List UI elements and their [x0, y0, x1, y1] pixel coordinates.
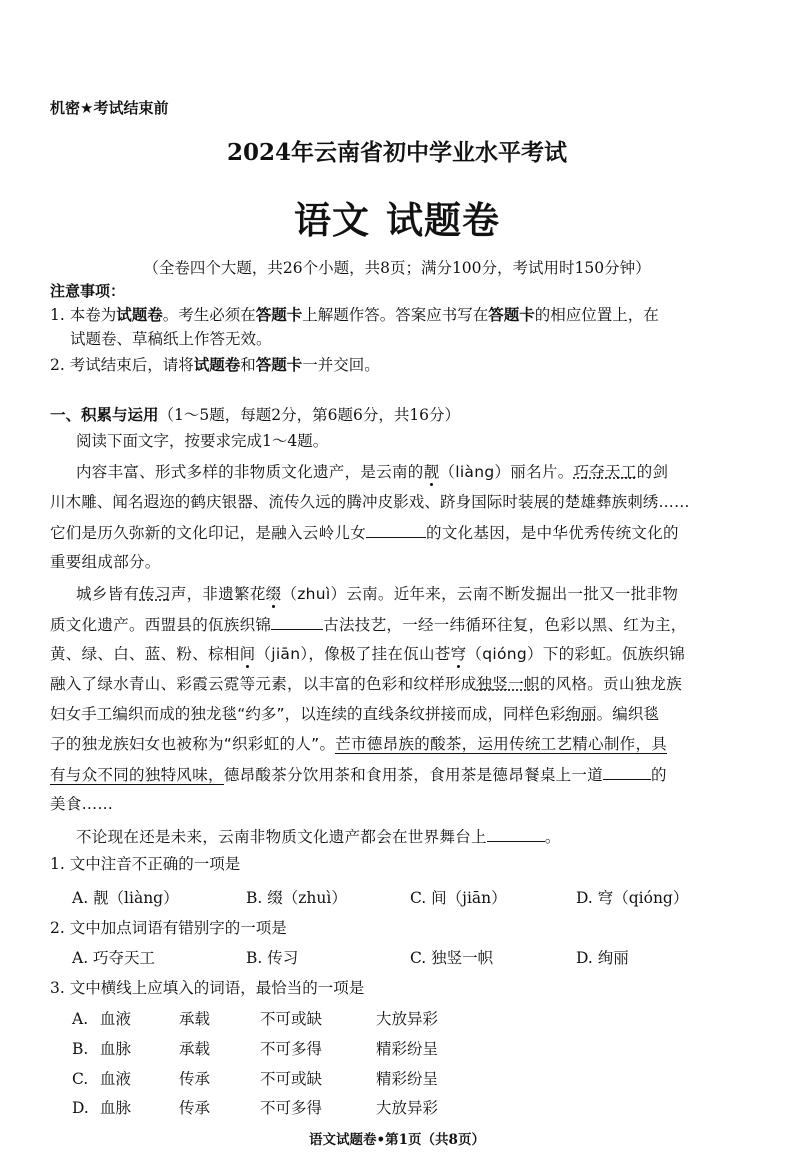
passage-p2-line1: 城乡皆有传习声，非遗繁花缀（zhuì）云南。近年来，云南不断发掘出一批又一批非物: [76, 585, 679, 603]
passage-p1-line3: 它们是历久弥新的文化印记，是融入云岭儿女 的文化基因，是中华优秀传统文化的: [50, 521, 760, 544]
dotted-word-3: 独竖一帜: [476, 675, 540, 693]
paper-title: [0, 190, 794, 244]
exam-title: 2024年云南省初中学业水平考试: [226, 139, 567, 166]
passage-p2-line7: 有与众不同的独特风味，德昂酸茶分饮用茶和食用茶，食用茶是德昂餐桌上一道 的: [50, 763, 760, 786]
q1-option-b[interactable]: B. 缀（zhuì）: [246, 889, 347, 907]
section-1-heading: 一、积累与运用（1～5题，每题2分，第6题6分，共16分）: [50, 405, 461, 424]
blank-2: [271, 613, 323, 630]
passage-p1-line4: 重要组成部分。: [50, 553, 161, 571]
exam-info: （全卷四个大题，共26个小题，共8页；满分100分，考试用时150分钟）: [143, 259, 651, 277]
notice-item-1: 1. 本卷为试题卷。考生必须在答题卡上解题作答。答案应书写在答题卡的相应位置上，在: [50, 305, 659, 324]
passage-p2-line5: 妇女手工编织而成的独龙毯“约多”，以连续的直线条纹拼接而成，同样色彩绚丽。编织毯: [50, 705, 660, 723]
q2-option-d[interactable]: D. 绚丽: [576, 949, 629, 967]
blank-1: [366, 521, 426, 538]
passage-p2-line4: 融入了绿水青山、彩霞云霓等元素，以丰富的色彩和纹样形成独竖一帜的风格。贡山独龙族: [50, 675, 683, 693]
blank-3: [603, 763, 651, 780]
passage-p3-line1: 不论现在还是未来，云南非物质文化遗产都会在世界舞台上 。: [76, 825, 786, 848]
q1-stem: 1. 文中注音不正确的一项是: [50, 855, 241, 873]
passage-p2-line6: 子的独龙族妇女也被称为“织彩虹的人”。芒市德昂族的酸茶，运用传统工艺精心制作，具: [50, 735, 668, 753]
subject-name: 语文: [294, 198, 370, 242]
passage-p1-line2: 川木雕、闻名遐迩的鹤庆银器、流传久远的腾冲皮影戏、跻身国际时装展的楚雄彝族刺绣……: [50, 493, 690, 511]
dotted-word-4: 绚丽: [565, 705, 597, 723]
underlined-sentence-2: 有与众不同的独特风味，: [50, 766, 224, 784]
exam-page: 机密★考试结束前 2024年云南省初中学业水平考试 语文 试题卷 （全卷四个大题，共26个小题，共8页；满分100分，考试用时150分钟） 注意事项： 1. 本卷为试题卷。考生必须在答题卡上解题作答。答案应书写在答题卡的相应位置上，在 试题卷、草稿纸上作答无效。 2. 考试结束后，请将试题卷和答题卡一并交回。 一、积累与运用（1～5题，每题2分，第6题6分，共16分） 阅读下面文字，按要求完成1～4题。 内容丰富、形式多样的非物质文化遗产，是云南的靓（liàng）丽名片。巧夺天工的剑 川木雕、闻名遐迩的鹤庆银器、流传久远的腾冲皮影戏、跻身国际时装展的楚雄彝族刺绣…… 它们是历久弥新的文化印记，是融入云岭儿女 的文化基因，是中华优秀传统文化的 重要组成部分。 城乡皆有传习声，非遗繁花缀（zhuì）云南。近年来，云南不断发掘出一批又一批非物 质文化遗产。西盟县的佤族织锦 古法技艺，一经一纬循环往复，色彩以黑、红为主， 黄、绿、白、蓝、粉、棕相间（jiān），像极了挂在佤山苍穹（qióng）下的彩虹。佤族织锦 融入了绿水青山、彩霞云霓等元素，以丰富的色彩和纹样形成独竖一帜的风格。贡山独龙族 妇女手工编织而成的独龙毯“约多”，以连续的直线条纹拼接而成，同样色彩绚丽。编织毯 子的独龙族妇女也被称为“织彩虹的人”。芒市德昂族的酸茶，运用传统工艺精心制作，具 有与众不同的独特风味，德昂酸茶分饮用茶和食用茶，食用茶是德昂餐桌上一道 的 美食…… 不论现在还是未来，云南非物质文化遗产都会在世界舞台上 。 1. 文中注音不正确的一项是 A. 靓（liàng） B. 缀（zhuì） C. 间（jiān） D. 穹（qióng） 2. 文中加点词语有错别字的一项是 A. 巧夺天工 B. 传习 C. 独竖一帜 D. 绚丽 3. 文中横线上应填入的词语，最恰当的一项是 A. 血液 承载 不可或缺 大放异彩 B. 血脉 承载 不可多得 精彩纷呈 C. 血液 传承 不可或缺 精彩纷呈 D. 血脉 传承 不可多得 大放异彩 语文试题卷•第1页（共8页）: [0, 0, 794, 1176]
q2-option-c[interactable]: C. 独竖一帜: [410, 949, 494, 967]
passage-p2-line3: 黄、绿、白、蓝、粉、棕相间（jiān），像极了挂在佤山苍穹（qióng）下的彩虹。佤族织锦: [50, 645, 686, 663]
q1-option-a[interactable]: A. 靓（liàng）: [72, 889, 179, 907]
notice-item-1-cont: 试题卷、草稿纸上作答无效。: [70, 330, 272, 348]
confidential-label: 机密★考试结束前: [50, 99, 169, 117]
dotted-word-2: 传习: [139, 585, 171, 603]
passage-p2-line2: 质文化遗产。西盟县的佤族织锦 古法技艺，一经一纬循环往复，色彩以黑、红为主，: [50, 613, 760, 636]
q1-option-c[interactable]: C. 间（jiān）: [410, 889, 507, 907]
paper-name: 试题卷: [386, 198, 500, 242]
passage-p1-line1: 内容丰富、形式多样的非物质文化遗产，是云南的靓（liàng）丽名片。巧夺天工的剑: [76, 463, 669, 481]
q2-option-b[interactable]: B. 传习: [246, 949, 299, 967]
q2-option-a[interactable]: A. 巧夺天工: [72, 949, 156, 967]
section-1-instruction: 阅读下面文字，按要求完成1～4题。: [76, 432, 329, 450]
page-footer: 语文试题卷•第1页（共8页）: [309, 1132, 485, 1148]
underlined-sentence-1: 芒市德昂族的酸茶，运用传统工艺精心制作，具: [335, 735, 668, 753]
notice-item-2: 2. 考试结束后，请将试题卷和答题卡一并交回。: [50, 355, 380, 374]
passage-p2-line8: 美食……: [50, 795, 114, 813]
notice-title: 注意事项：: [50, 282, 126, 300]
q1-option-d[interactable]: D. 穹（qióng）: [576, 889, 689, 907]
dotted-word-1: 巧夺天工: [573, 463, 637, 481]
blank-4: [487, 825, 545, 842]
q3-stem: 3. 文中横线上应填入的词语，最恰当的一项是: [50, 979, 365, 997]
q2-stem: 2. 文中加点词语有错别字的一项是: [50, 919, 287, 937]
